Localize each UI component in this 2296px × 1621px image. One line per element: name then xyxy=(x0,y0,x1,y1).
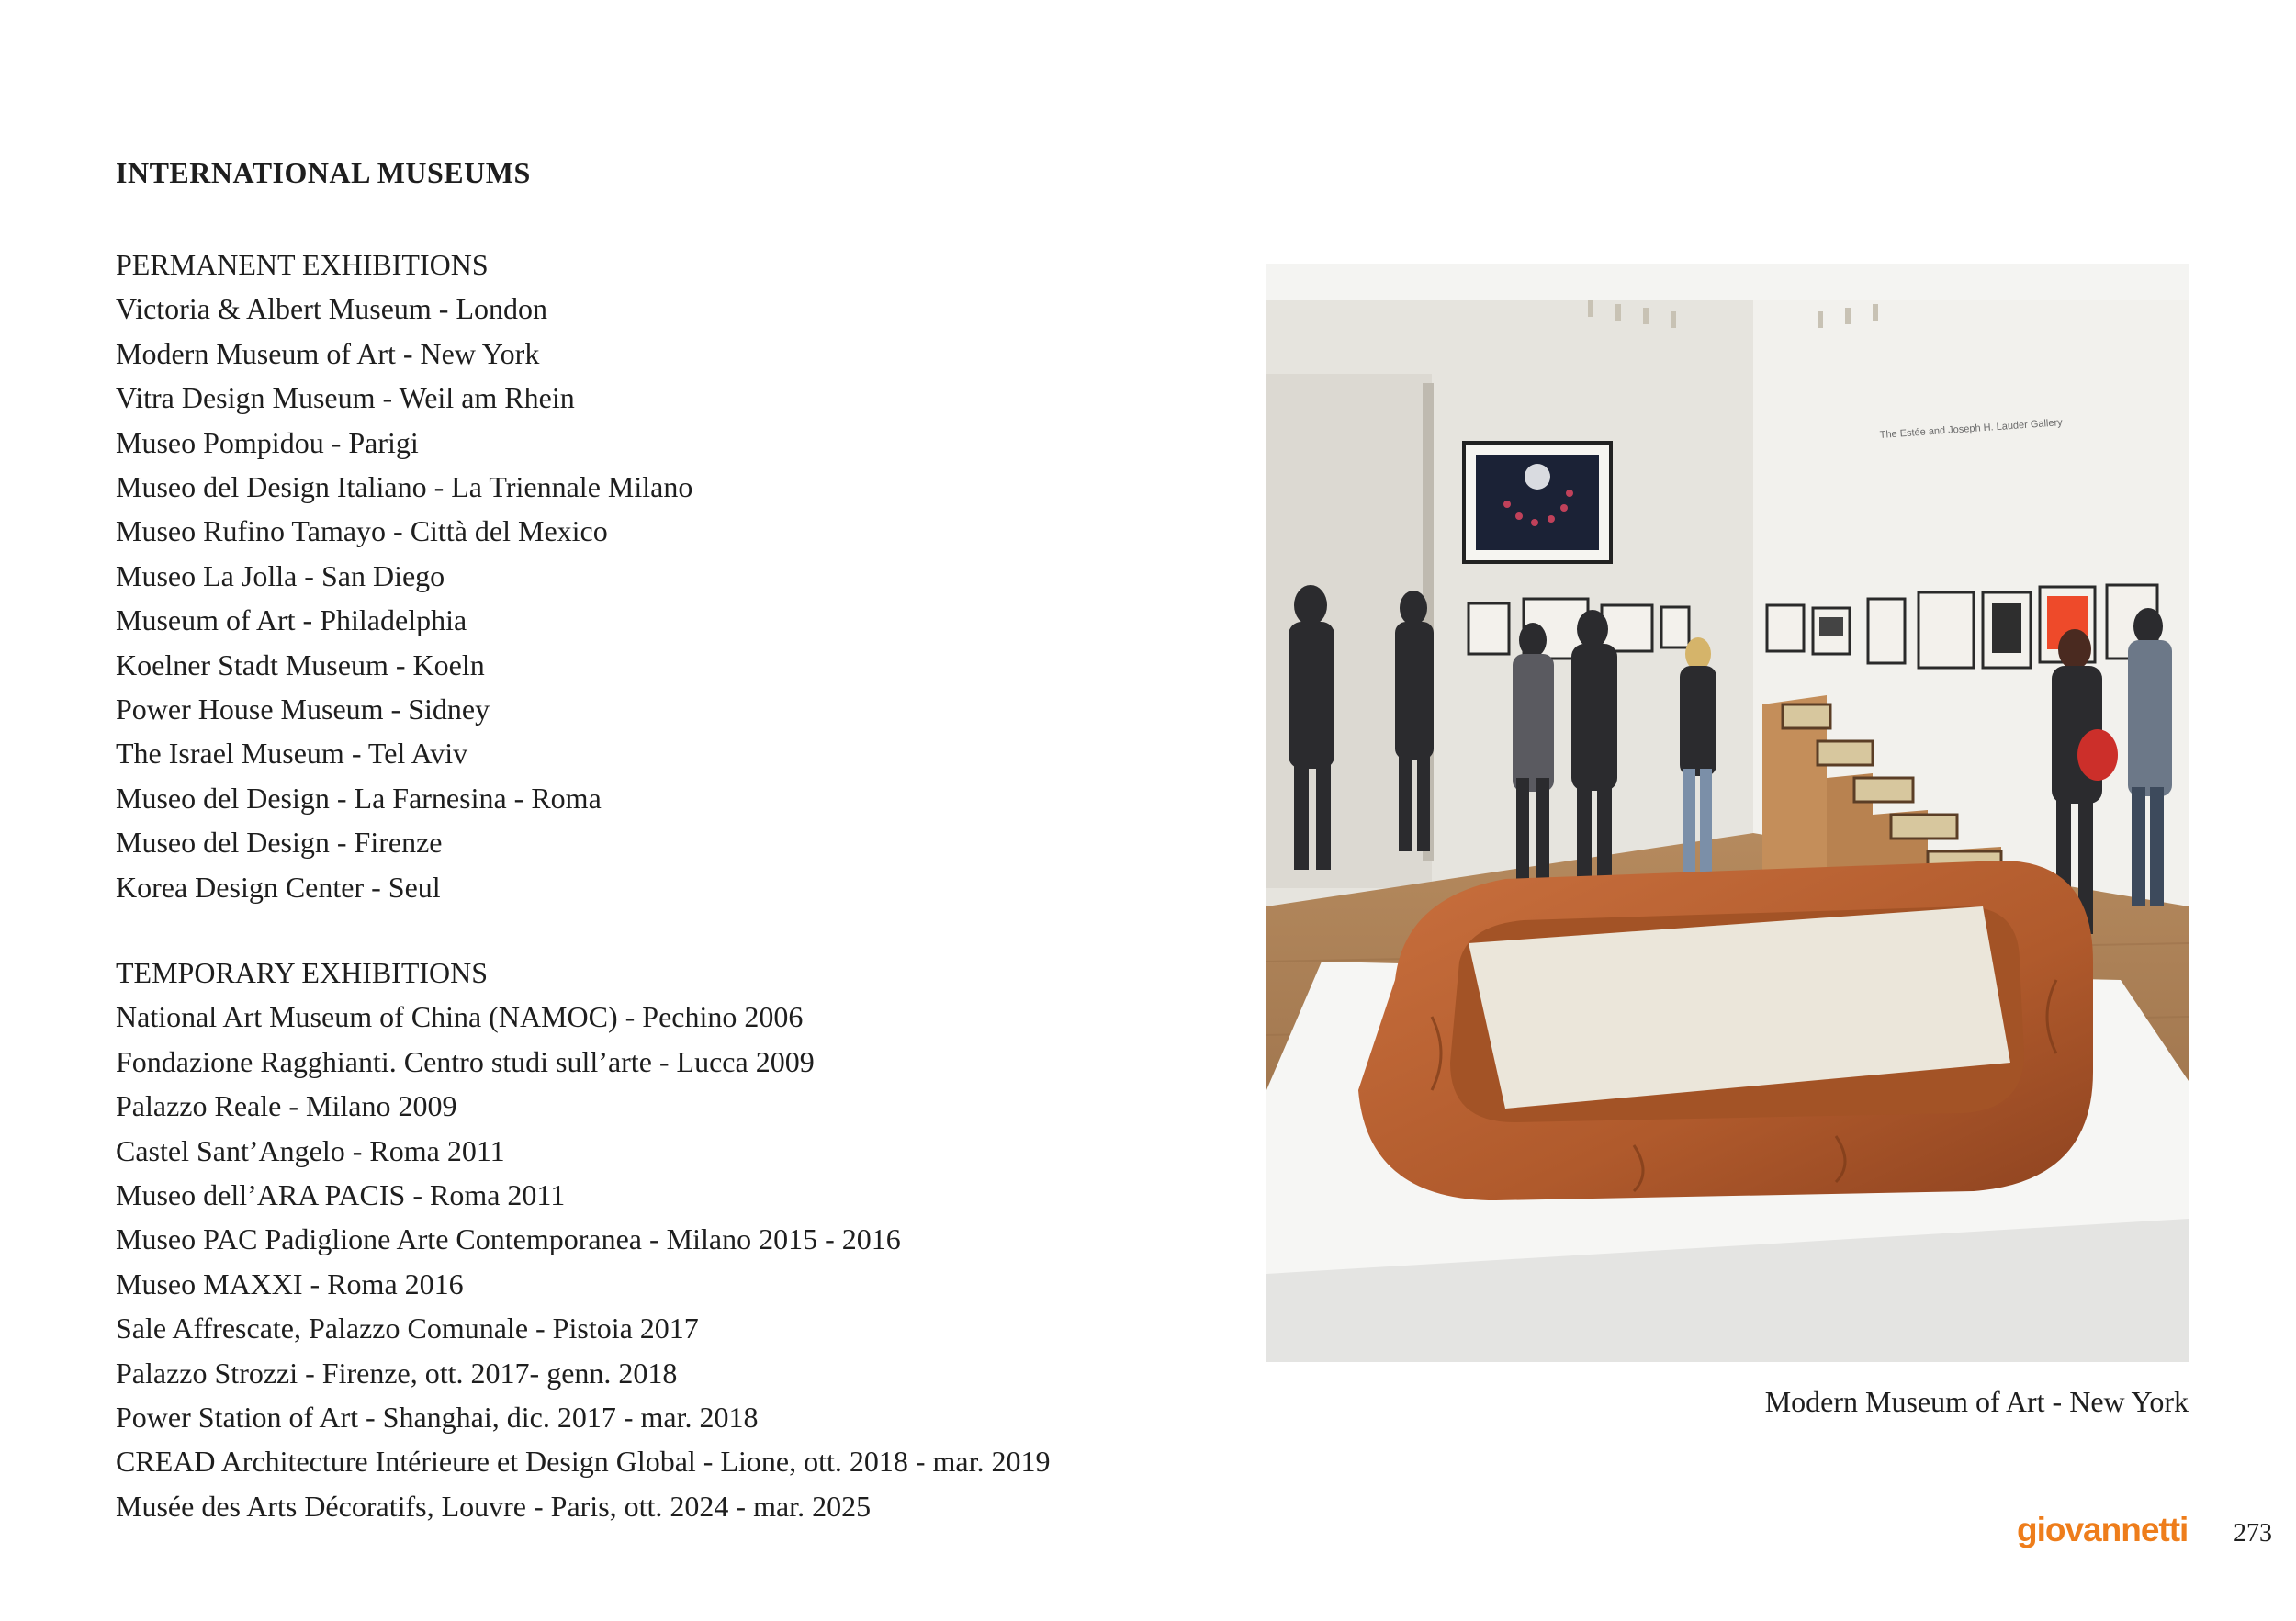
list-item: Power House Museum - Sidney xyxy=(116,692,490,726)
list-item: Museo MAXXI - Roma 2016 xyxy=(116,1266,464,1300)
museum-gallery-photo xyxy=(1266,264,2189,1362)
photo-caption: Modern Museum of Art - New York xyxy=(1764,1385,2189,1418)
gallery-sign: The Estée and Joseph H. Lauder Gallery xyxy=(1879,417,2064,441)
list-item: The Israel Museum - Tel Aviv xyxy=(116,737,468,771)
permanent-exhibitions-list xyxy=(116,287,692,909)
list-item: Sale Affrescate, Palazzo Comunale - Pistoia 2017 xyxy=(116,1311,699,1345)
list-item: Museo del Design - Firenze xyxy=(116,826,443,860)
temporary-exhibitions-title: TEMPORARY EXHIBITIONS xyxy=(116,956,489,989)
list-item: CREAD Architecture Intérieure et Design Global - Lione, ott. 2018 - mar. 2019 xyxy=(116,1445,1051,1479)
list-item: Castel Sant’Angelo - Roma 2011 xyxy=(116,1133,505,1167)
list-item: National Art Museum of China (NAMOC) - Pechino 2006 xyxy=(116,1000,804,1034)
list-item: Museo Rufino Tamayo - Città del Mexico xyxy=(116,514,608,548)
list-item: Fondazione Ragghianti. Centro studi sull’arte - Lucca 2009 xyxy=(116,1044,815,1078)
list-item: Koelner Stadt Museum - Koeln xyxy=(116,647,485,681)
list-item: Palazzo Strozzi - Firenze, ott. 2017- genn. 2018 xyxy=(116,1356,678,1390)
page-heading: INTERNATIONAL MUSEUMS xyxy=(116,156,531,189)
list-item: Vitra Design Museum - Weil am Rhein xyxy=(116,381,575,415)
list-item: Museo La Jolla - San Diego xyxy=(116,558,445,592)
brand-logo: giovannetti xyxy=(2017,1511,2189,1548)
list-item: Modern Museum of Art - New York xyxy=(116,336,540,370)
list-item: Museo dell’ARA PACIS - Roma 2011 xyxy=(116,1178,566,1212)
list-item: Museo PAC Padiglione Arte Contemporanea - Milano 2015 - 2016 xyxy=(116,1222,901,1256)
list-item: Museum of Art - Philadelphia xyxy=(116,603,467,637)
temporary-exhibitions-list xyxy=(116,995,1051,1528)
list-item: Korea Design Center - Seul xyxy=(116,870,441,904)
list-item: Museo del Design - La Farnesina - Roma xyxy=(116,781,602,815)
list-item: Power Station of Art - Shanghai, dic. 2017 - mar. 2018 xyxy=(116,1401,759,1435)
museum-gallery-illustration xyxy=(1266,264,2189,1362)
list-item: Victoria & Albert Museum - London xyxy=(116,292,547,326)
page-number: 273 xyxy=(2234,1519,2272,1548)
permanent-exhibitions-title: PERMANENT EXHIBITIONS xyxy=(116,248,489,281)
temporary-exhibitions-section xyxy=(116,951,1051,1528)
permanent-exhibitions-section xyxy=(116,242,692,909)
list-item: Musée des Arts Décoratifs, Louvre - Paris, ott. 2024 - mar. 2025 xyxy=(116,1489,872,1523)
list-item: Museo Pompidou - Parigi xyxy=(116,425,419,459)
list-item: Palazzo Reale - Milano 2009 xyxy=(116,1089,457,1123)
list-item: Museo del Design Italiano - La Triennale Milano xyxy=(116,470,693,504)
